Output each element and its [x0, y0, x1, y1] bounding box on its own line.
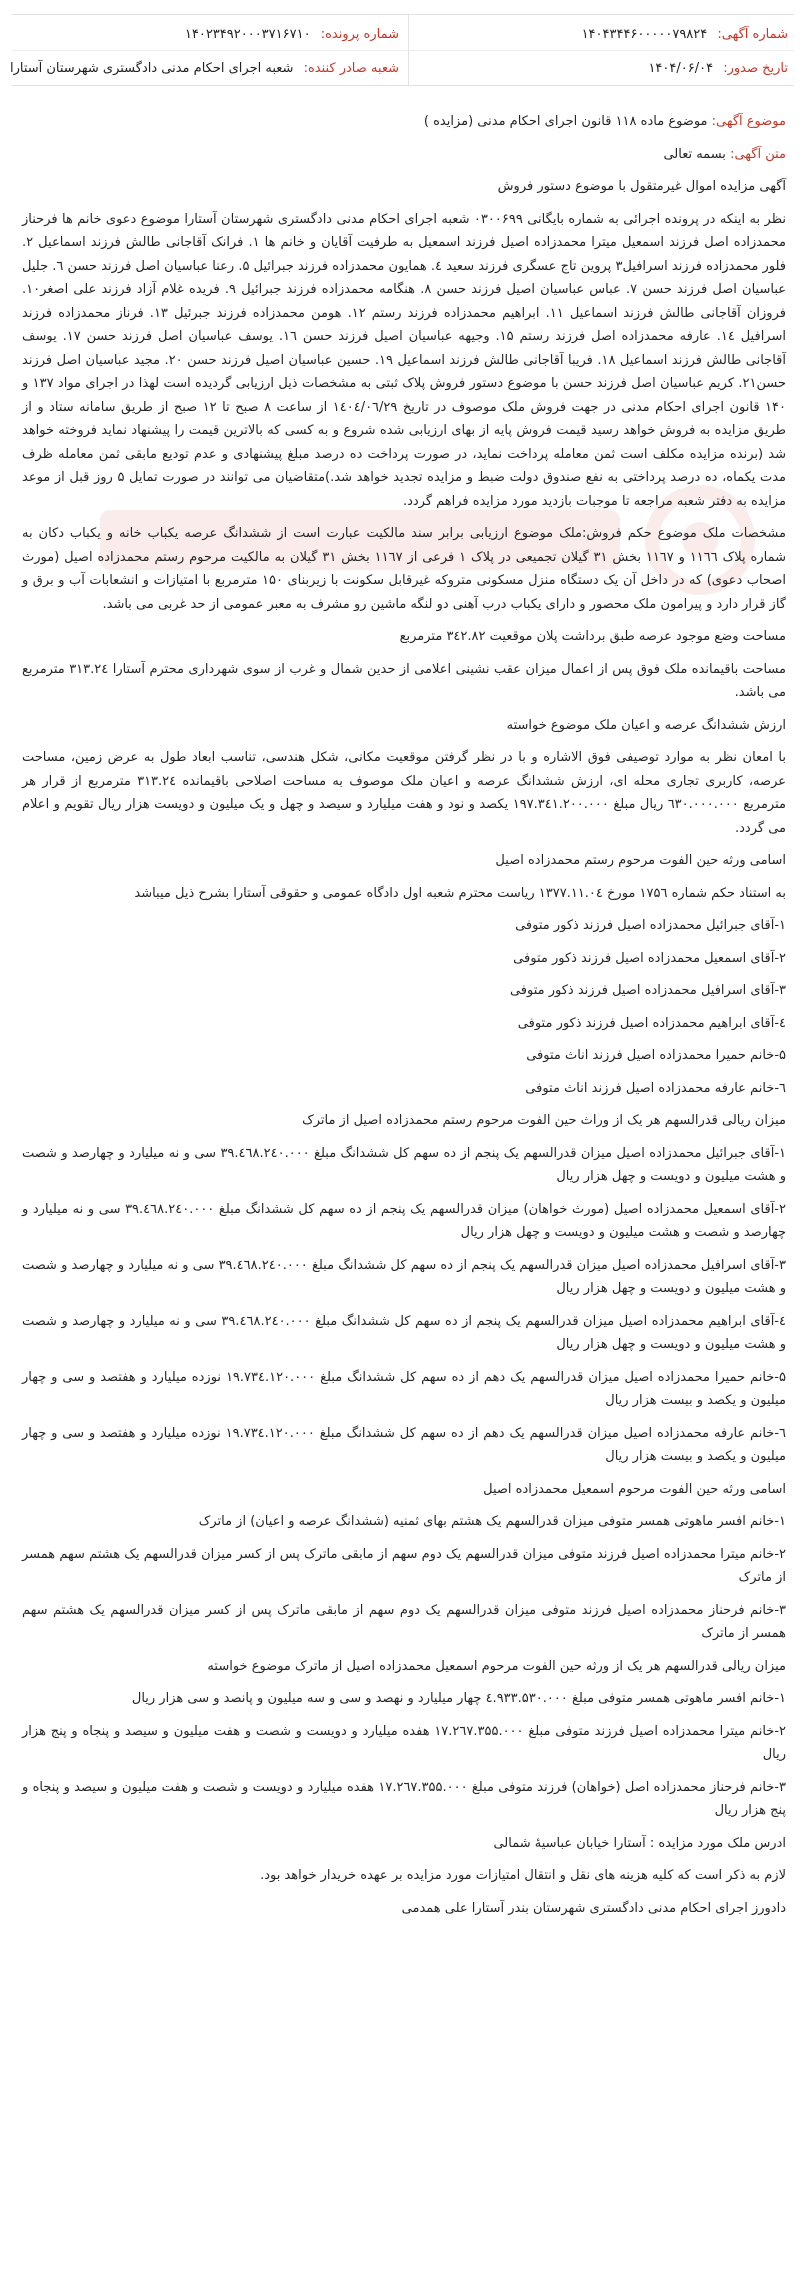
- paragraph-shares2-heading: میزان ریالی قدرالسهم هر یک از ورثه حین الفوت مرحوم اسمعیل محمدزاده اصیل از ماترک موضوع خواسته: [207, 1658, 786, 1674]
- case-number-label: شماره پرونده:: [320, 27, 399, 42]
- paragraph-heirs1-heading: اسامی ورثه حین الفوت مرحوم رستم محمدزاده اصیل: [495, 853, 786, 868]
- paragraph-ruling: به استناد حکم شماره ۱۷۵٦ مورخ ۱۳۷۷.۱۱.۰٤ ریاست محترم شعبه اول دادگاه عمومی و حقوقی آستارا بشرح ذیل میباشد: [134, 885, 786, 901]
- subject-text: موضوع ماده ۱۱۸ قانون اجرای احکام مدنی (مزایده ): [423, 114, 708, 129]
- list-item: ۵-خانم حمیرا محمدزاده اصیل فرزند اناث متوفی: [526, 1048, 786, 1063]
- notice-body: [22, 110, 786, 1929]
- bismillah: بسمه تعالی: [663, 146, 726, 162]
- paragraph-value-heading: ارزش ششدانگ عرصه و اعیان ملک موضوع خواسته: [506, 717, 786, 733]
- signature-line: دادورز اجرای احکام مدنی دادگستری شهرستان بندر آستارا علی همدمی: [401, 1900, 786, 1916]
- paragraph-heirs2-heading: اسامی ورثه حین الفوت مرحوم اسمعیل محمدزاده اصیل: [483, 1481, 786, 1497]
- notice-number-value: ۱۴۰۴۳۴۴۶۰۰۰۰۰۷۹۸۲۴: [581, 27, 708, 42]
- list-item: ۱-خانم افسر ماهوتی همسر متوفی مبلغ ٤.۹۳۳.۵۳۰.۰۰۰ چهار میلیارد و نهصد و سی و سه میلیون و پانصد و سی هزار ریال: [131, 1691, 786, 1706]
- list-item: ٦-خانم عارفه محمدزاده اصیل فرزند اناث متوفی: [525, 1080, 786, 1096]
- issue-date-value: ۱۴۰۴/۰۶/۰۴: [648, 61, 714, 76]
- case-number-value: ۱۴۰۲۳۴۹۲۰۰۰۳۷۱۶۷۱۰: [184, 27, 311, 42]
- list-item: ۲-آقای اسمعیل محمدزاده اصیل فرزند ذکور متوفی: [513, 950, 786, 966]
- list-item: ۳-خانم فرحناز محمدزاده اصل (خواهان) فرزند متوفی مبلغ ۱۷.۲٦۷.۳۵۵.۰۰۰ هفده میلیارد و دویست و شصت و هفت میلیون و سیصد و پنجاه و پنج هزار ریال: [22, 1779, 786, 1818]
- notice-number: [582, 27, 788, 42]
- subject-label: موضوع آگهی:: [711, 114, 786, 129]
- paragraph-shares1-heading: میزان ریالی قدرالسهم هر یک از وراث حین الفوت مرحوم رستم محمدزاده اصیل از ماترک: [302, 1113, 786, 1128]
- text-row: [22, 143, 786, 167]
- list-item: ٦-خانم عارفه محمدزاده اصیل میزان قدرالسهم یک دهم از ده سهم کل ششدانگ مبلغ ۱۹.۷۳٤.۱۲۰.۰۰۰ نوزده میلیارد و هفتصد و سی و چهار میلیون و یکصد و بیست هزار ریال: [22, 1425, 786, 1464]
- list-item: ۲-خانم میترا محمدزاده اصیل فرزند متوفی مبلغ ۱۷.۲٦۷.۳۵۵.۰۰۰ هفده میلیارد و دویست و شصت و هفت میلیون و سیصد و پنجاه و پنج هزار ریال: [22, 1723, 786, 1762]
- list-item: ۲-آقای اسمعیل محمدزاده اصیل (مورث خواهان) میزان قدرالسهم یک پنجم از ده سهم کل ششدانگ مبلغ ۳۹.٤٦۸.۲٤۰.۰۰۰ سی و نه میلیارد و چهارصد و شصت و هشت میلیون و دویست و چهل هزار ریال: [22, 1201, 786, 1240]
- list-item: ۱-آقای جبرائیل محمدزاده اصیل میزان قدرالسهم یک پنجم از ده سهم کل ششدانگ مبلغ ۳۹.٤٦۸.۲٤۰.۰۰۰ سی و نه میلیارد و چهارصد و شصت و هشت میلیون و دویست و چهل هزار ریال: [22, 1145, 786, 1184]
- issue-date: [648, 61, 788, 76]
- paragraph-area-existing: مساحت وضع موجود عرصه طبق برداشت پلان موقعیت ۳٤۲.۸۲ مترمربع: [399, 629, 786, 644]
- notice-title: آگهی مزایده اموال غیرمتقول با موضوع دستور فروش: [497, 179, 786, 194]
- list-item: ۵-خانم حمیرا محمدزاده اصیل میزان قدرالسهم یک دهم از ده سهم کل ششدانگ مبلغ ۱۹.۷۳٤.۱۲۰.۰۰۰ نوزده میلیارد و هفتصد و سی و چهار میلیون و یکصد و بیست هزار ریال: [22, 1369, 786, 1408]
- paragraph-valuation: با امعان نظر به موارد توصیفی فوق الاشاره و با در نظر گرفتن موقعیت مکانی، شکل هندسی، تناسب ابعاد طول به عرض زمین، مساحت عرصه، کاربری تجاری محله ای، ارزش ششدانگ عرصه و اعیان ملک موصوف به مساحت اصلاحی باقیمانده ۳۱۳.۲٤ مترمربع از قرار هر مترمربع ٦۳۰.۰۰۰.۰۰۰ ریال مبلغ ۱۹۷.۳٤۱.۲۰۰.۰۰۰ یکصد و نود و هفت میلیارد و سیصد و چهل و یک میلیون و دویست هزار ریال تقویم و اعلام می گردد.: [22, 750, 786, 836]
- paragraph-area-remaining: مساحت باقیمانده ملک فوق پس از اعمال میزان عقب نشینی اعلامی از حدین شمال و غرب از سوی شهرداری محترم آستارا ۳۱۳.۲٤ مترمربع می باشد.: [22, 661, 786, 700]
- header-row-divider: [12, 50, 794, 51]
- text-label: متن آگهی:: [730, 146, 786, 162]
- list-item: ۳-آقای اسرافیل محمدزاده اصیل فرزند ذکور متوفی: [509, 983, 786, 998]
- issuer-label: شعبه صادر کننده:: [303, 61, 399, 76]
- subject-row: [22, 110, 786, 134]
- issuer: [10, 61, 399, 76]
- notice-header: [9, 14, 794, 86]
- list-item: ۳-خانم فرحناز محمدزاده اصیل فرزند متوفی میزان قدرالسهم یک دوم سهم از مابقی ماترک پس از کسر میزان قدرالسهم یک هشتم سهم همسر از ماترک: [22, 1602, 786, 1641]
- list-item: ٤-آقای ابراهیم محمدزاده اصیل میزان قدرالسهم یک پنجم از ده سهم کل ششدانگ مبلغ ۳۹.٤٦۸.۲٤۰.۰۰۰ سی و نه میلیارد و چهارصد و شصت و هشت میلیون و دویست و چهل هزار ریال: [22, 1313, 786, 1352]
- list-item: ۱-خانم افسر ماهوتی همسر متوفی میزان قدرالسهم یک هشتم بهای ثمنیه (ششدانگ عرصه و اعیان) از ماترک: [198, 1514, 786, 1529]
- issue-date-label: تاریخ صدور:: [723, 61, 788, 76]
- paragraph-intro: نظر به اینکه در پرونده اجرائی به شماره بایگانی ۰۳۰۰۶۹۹ شعبه اجرای احکام مدنی دادگستری شهرستان آستارا موضوع دعوی خانم ها فرحناز محمدزاده اصل فرزند اسمعیل میترا محمدزاده اصیل فرزند اسمعیل به طرفیت آقایان و خانم ها ۱. فرانک آقاجانی طالش فرزند اسماعیل ۲. فلور محمدزاده فرزند اسرافیل۳ پروین تاج عسگری فرزند سعید ٤. همایون محمدزاده فرزند جبرائیل ۵. رعنا عباسیان اصل فرزند حسن ٦. جلیل عباسیان اصل فرزند حسن ۷. عباس عباسیان اصیل فرزند حسن ۸. هنگامه محمدزاده فرزند جبرائیل ۹. فریده غلام آزاد فرزند علی اصغر۱۰. فروزان آقاجانی طالش فرزند اسماعیل ۱۱. ابراهیم محمدزاده فرزند رستم ۱۲. هومن محمدزاده فرزند جبرئیل ۱۳. فرناز محمدزاده فرزند اسرافیل ۱٤. عارفه محمدزاده اصل فرزند رستم ۱۵. وجیهه عباسیان اصیل فرزند حسن ۱٦. یوسف عباسیان اصل فرزند حسن ۱۷. یوسف آقاجانی طالش فرزند اسماعیل ۱۸. فریبا آقاجانی طالش فرزند اسماعیل ۱۹. حسین عباسیان اصیل فرزند حسن ۲۰. مجید عباسیان اصل فرزند حسن۲۱. کریم عباسیان اصل فرزند حسن با موضوع دستور فروش پلاک ثبتی به مشخصات ذیل ارزیابی گردیده است لهذا در اجرای مواد ۱۳۷ و ۱۴۰ قانون اجرای احکام مدنی در جهت فروش ملک موصوف در تاریخ ۱٤۰٤/۰٦/۲۹ از ساعت ۸ صبح تا ۱۲ صبح از طریق سامانه ستاد و از طریق مزایده به فروش خواهد رسید قیمت فروش پایه از بهای ارزیابی شده شروع و به کسی که بالاترین قیمت را پیشنهاد نماید فروخته خواهد شد (برنده مزایده مکلف است ثمن معامله پرداخت نماید، در صورت پرداخت ده درصد مبلغ پیشنهادی و عدم تودیع مابقی ثمن معامله ظرف مدت یکماه، ده درصد پرداختی به نفع صندوق دولت ضبط و مزایده تجدید خواهد شد.)متقاضیان می توانند در صورت تمایل ۵ روز قبل از موعد مزایده به دفتر شعبه مراجعه تا موجبات بازدید مورد مزایده فراهم گردد.: [22, 211, 787, 509]
- list-item: ٤-آقای ابراهیم محمدزاده اصیل فرزند ذکور متوفی: [517, 1015, 786, 1031]
- list-item: ۱-آقای جبرائیل محمدزاده اصیل فرزند ذکور متوفی: [515, 918, 786, 933]
- notice-number-label: شماره آگهی:: [717, 27, 788, 42]
- issuer-value: شعبه اجرای احکام مدنی دادگستری شهرستان آستارا: [9, 61, 294, 76]
- transfer-costs-note: لازم به ذکر است که کلیه هزینه های نقل و انتقال امتیازات مورد مزایده بر عهده خریدار خواهد بود.: [260, 1868, 786, 1883]
- list-item: ۳-آقای اسرافیل محمدزاده اصیل میزان قدرالسهم یک پنجم از ده سهم کل ششدانگ مبلغ ۳۹.٤٦۸.۲٤۰.۰۰۰ سی و نه میلیارد و چهارصد و شصت و هشت میلیون و دویست و چهل هزار ریال: [22, 1257, 786, 1296]
- list-item: ۲-خانم میترا محمدزاده اصیل فرزند متوفی میزان قدرالسهم یک دوم سهم از مابقی ماترک پس از کسر میزان قدرالسهم یک هشتم سهم همسر از ماترک: [22, 1546, 786, 1585]
- paragraph-property-spec: مشخصات ملک موضوع حکم فروش:ملک موضوع ارزیابی برابر سند مالکیت عبارت است از ششدانگ عرصه یکباب خانه و یکباب دکان به شماره پلاک ۱۱٦٦ و ۱۱٦۷ بخش ۳۱ گیلان تجمیعی در پلاک ۱ فرعی از ۱۱٦۷ بخش ۳۱ گیلان به مالکیت مرحوم رستم محمدزاده اصیل (مورث اصحاب دعوی) که در داخل آن یک دستگاه منزل مسکونی متروکه غیرقابل سکونت با زیربنای ۱۵۰ مترمربع با امتیازات و انشعابات آب و برق و گاز قرار دارد و پیرامون ملک محصور و دارای یکباب درب آهنی دو لنگه ماشین رو مشرف به معبر عمومی از حد غربی می باشد.: [22, 526, 786, 612]
- case-number: [185, 27, 399, 42]
- property-address: ادرس ملک مورد مزایده : آستارا خیابان عباسیهٔ شمالی: [493, 1835, 786, 1851]
